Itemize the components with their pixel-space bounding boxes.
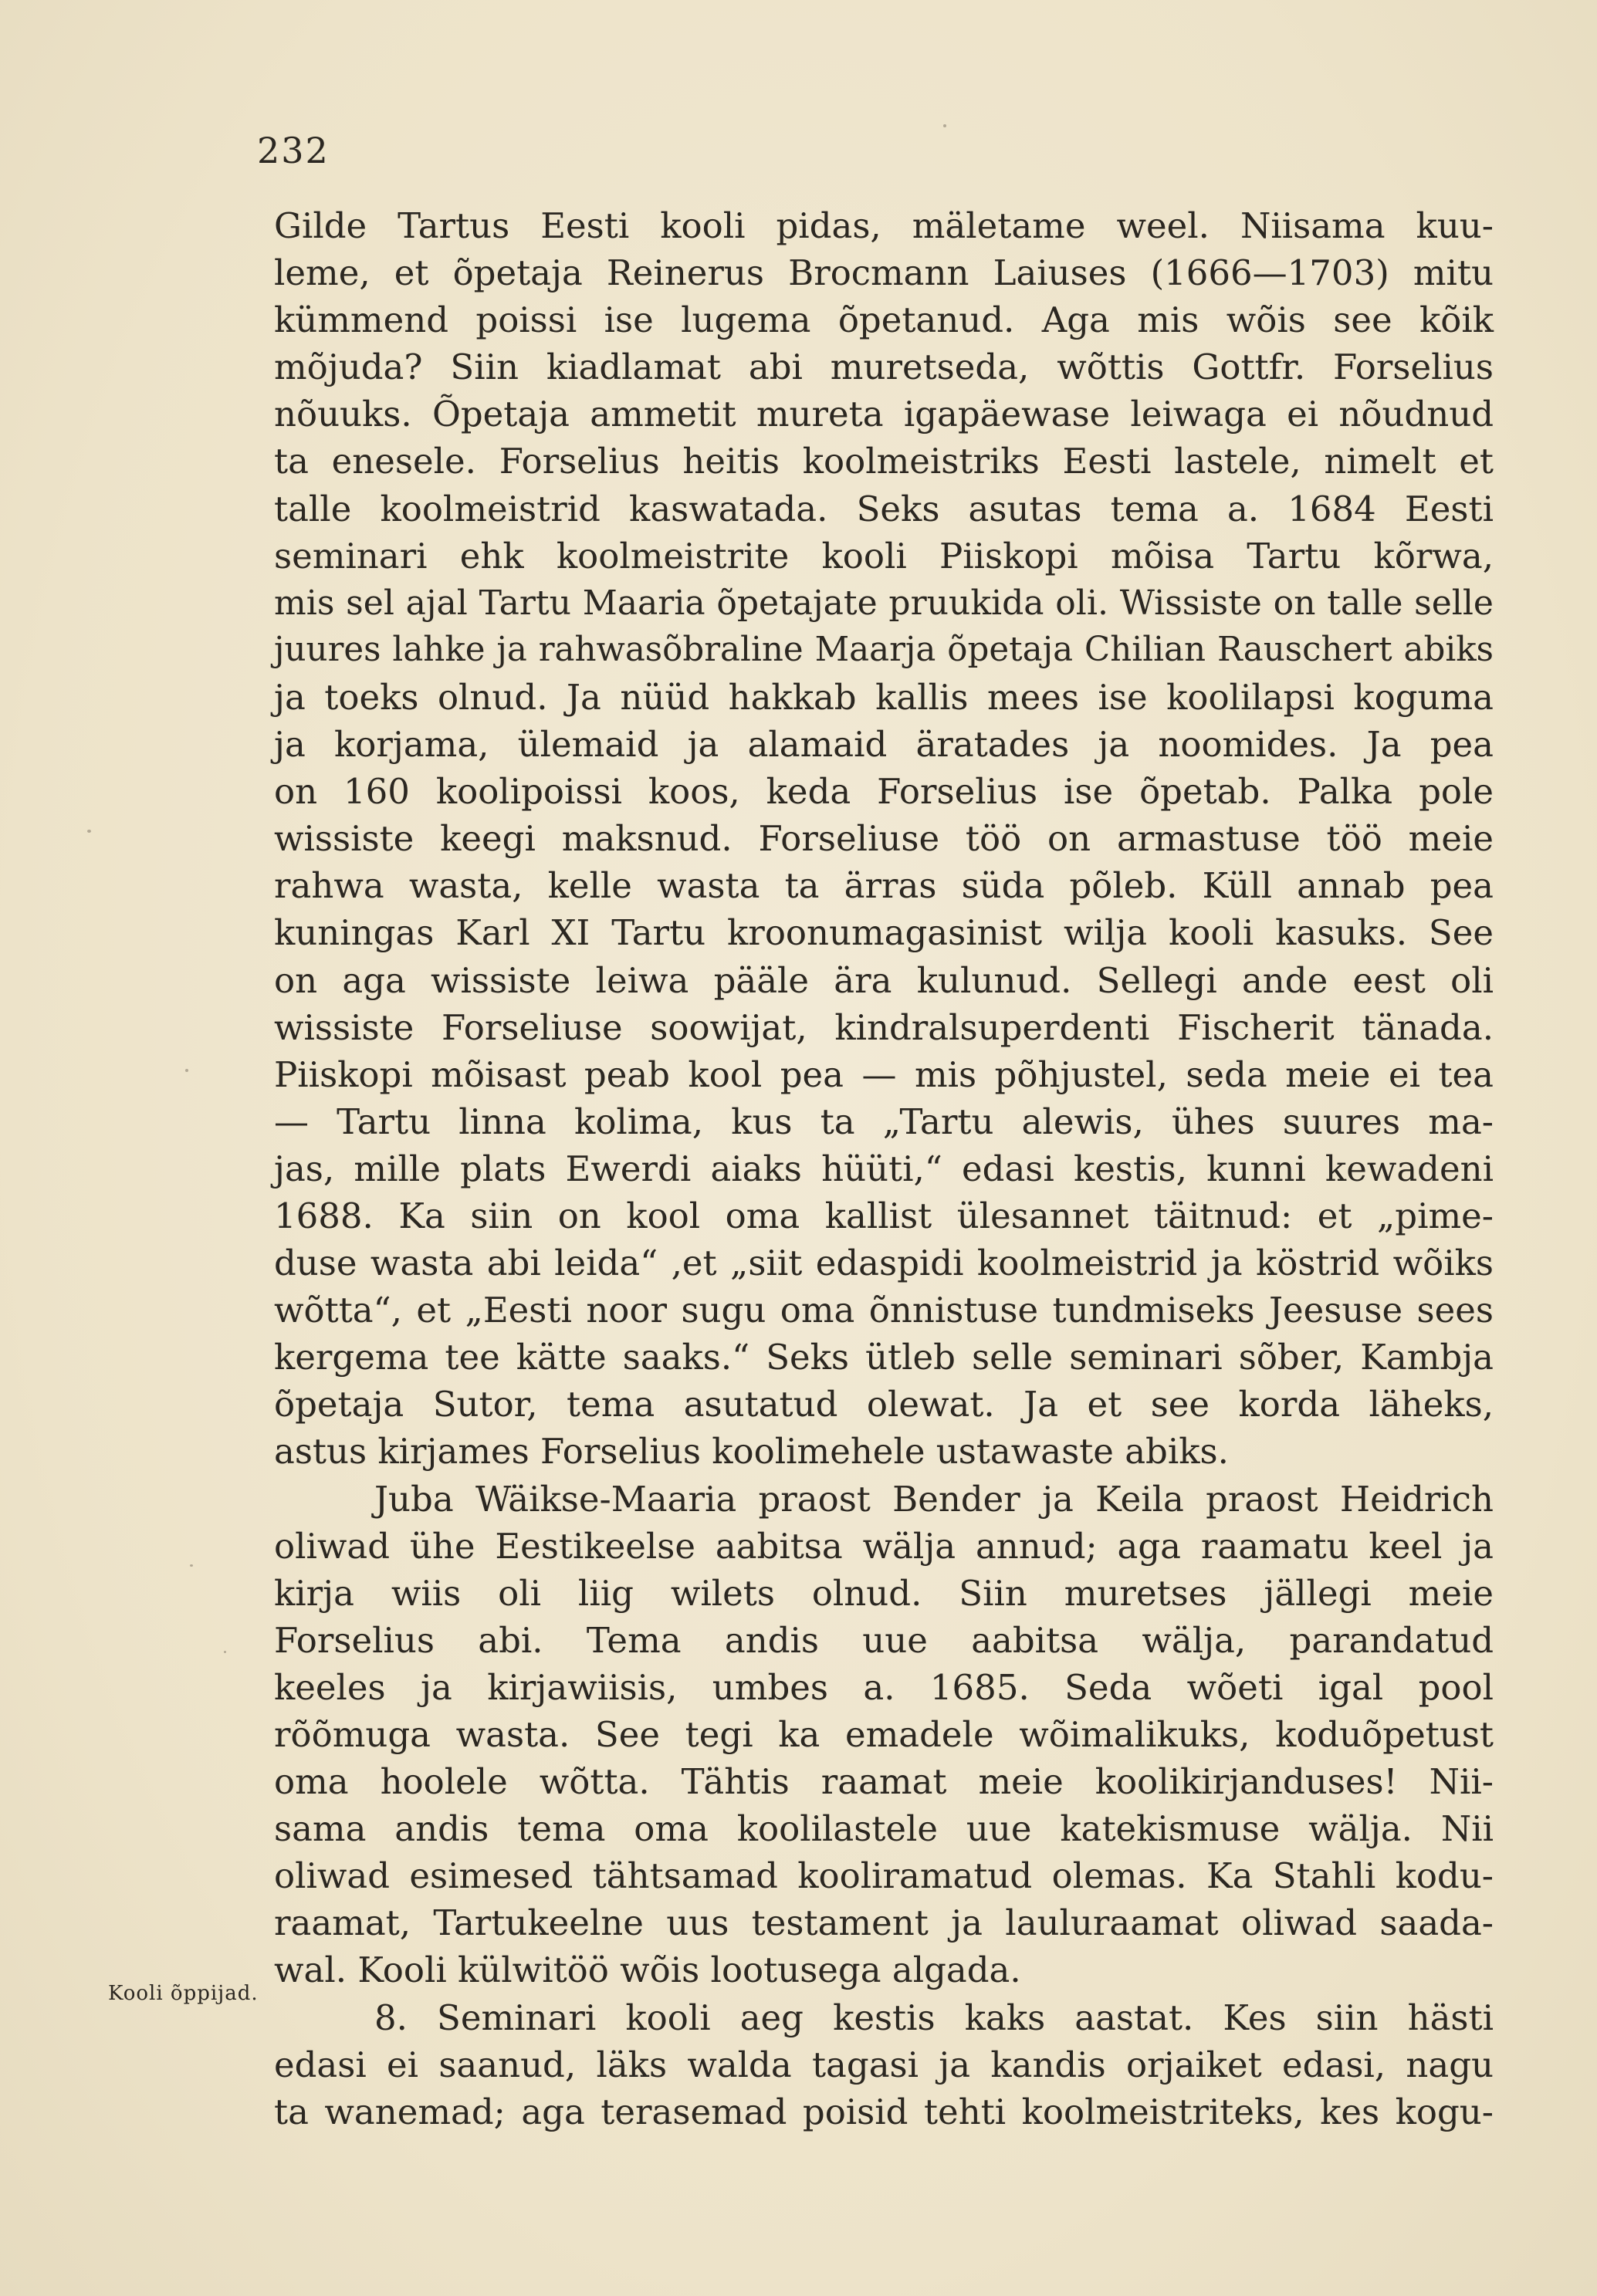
page-number: 232 — [257, 130, 330, 171]
paragraph-start-line: Juba Wäikse-Maaria praost Bender ja Keila praost Heidrich — [374, 1478, 1494, 1520]
text-line: kergema tee kätte saaks.“ Seks ütleb selle seminari sõber, Kambja — [274, 1337, 1494, 1378]
paper-speck — [224, 1651, 226, 1653]
text-line: edasi ei saanud, läks walda tagasi ja kandis orjaiket edasi, nagu — [274, 2044, 1494, 2085]
text-line: sama andis tema oma koolilastele uue katekismuse wälja. Nii — [274, 1808, 1494, 1850]
text-line: raamat, Tartukeelne uus testament ja lauluraamat oliwad saada- — [274, 1902, 1494, 1944]
section-start-line: 8. Seminari kooli aeg kestis kaks aastat. Kes siin hästi — [374, 1997, 1494, 2038]
text-line: wissiste Forseliuse soowijat, kindralsuperdenti Fischerit tänada. — [274, 1006, 1494, 1048]
paper-speck — [943, 124, 946, 127]
text-line: keeles ja kirjawiisis, umbes a. 1685. Seda wõeti igal pool — [274, 1666, 1494, 1708]
paragraph-end-line: wal. Kooli külwitöö wõis lootusega algada. — [274, 1949, 1021, 1991]
text-line: rõõmuga wasta. See tegi ka emadele wõimalikuks, koduõpetust — [274, 1714, 1494, 1755]
text-line: Forselius abi. Tema andis uue aabitsa wälja, parandatud — [274, 1619, 1494, 1661]
text-line: oma hoolele wõtta. Tähtis raamat meie koolikirjanduses! Nii- — [274, 1761, 1494, 1803]
paper-speck — [185, 1069, 188, 1072]
text-line: on aga wissiste leiwa pääle ära kulunud. Sellegi ande eest oli — [274, 959, 1494, 1001]
text-line: oliwad esimesed tähtsamad kooliramatud olemas. Ka Stahli kodu- — [274, 1855, 1494, 1897]
text-line: ja toeks olnud. Ja nüüd hakkab kallis mees ise koolilapsi koguma — [274, 676, 1494, 718]
paper-speck — [87, 830, 91, 833]
text-line: õpetaja Sutor, tema asutatud olewat. Ja et see korda läheks, — [274, 1384, 1494, 1425]
text-line: talle koolmeistrid kaswatada. Seks asutas tema a. 1684 Eesti — [274, 488, 1494, 529]
text-line: wissiste keegi maksnud. Forseliuse töö on armastuse töö meie — [274, 818, 1494, 860]
text-line: oliwad ühe Eestikeelse aabitsa wälja annud; aga raamatu keel ja — [274, 1525, 1494, 1567]
text-line: Gilde Tartus Eesti kooli pidas, mäletame weel. Niisama kuu- — [274, 205, 1494, 246]
text-line: wõtta“, et „Eesti noor sugu oma õnnistuse tundmiseks Jeesuse sees — [274, 1290, 1494, 1331]
text-line: ta enesele. Forselius heitis koolmeistriks Eesti lastele, nimelt et — [274, 441, 1494, 482]
paper-speck — [190, 1564, 193, 1567]
text-line: mis sel ajal Tartu Maaria õpetajate pruukida oli. Wissiste on talle selle — [274, 583, 1494, 623]
text-line: — Tartu linna kolima, kus ta „Tartu alewis, ühes suures ma- — [274, 1101, 1494, 1142]
text-line: kümmend poissi ise lugema õpetanud. Aga mis wõis see kõik — [274, 299, 1494, 341]
text-line: kuningas Karl XI Tartu kroonumagasinist wilja kooli kasuks. See — [274, 912, 1494, 954]
text-line: leme, et õpetaja Reinerus Brocmann Laiuses (1666—1703) mitu — [274, 252, 1494, 294]
paragraph-end-line: astus kirjames Forselius koolimehele ustawaste abiks. — [274, 1431, 1229, 1473]
text-line: mõjuda? Siin kiadlamat abi muretseda, wõttis Gottfr. Forselius — [274, 347, 1494, 388]
body-text — [274, 202, 1494, 2135]
text-line: kirja wiis oli liig wilets olnud. Siin muretses jällegi meie — [274, 1572, 1494, 1614]
margin-note: Kooli õppijad. — [108, 1982, 259, 2005]
text-line: jas, mille plats Ewerdi aiaks hüüti,“ edasi kestis, kunni kewadeni — [274, 1148, 1494, 1189]
text-line: seminari ehk koolmeistrite kooli Piiskopi mõisa Tartu kõrwa, — [274, 535, 1494, 577]
text-line: duse wasta abi leida“ ,et „siit edaspidi koolmeistrid ja köstrid wõiks — [274, 1243, 1494, 1284]
text-line: Piiskopi mõisast peab kool pea — mis põhjustel, seda meie ei tea — [274, 1053, 1494, 1095]
text-line: ja korjama, ülemaid ja alamaid äratades ja noomides. Ja pea — [274, 724, 1494, 766]
text-line: nõuuks. Õpetaja ammetit mureta igapäewase leiwaga ei nõudnud — [274, 394, 1494, 435]
text-line: 1688. Ka siin on kool oma kallist ülesannet täitnud: et „pime- — [274, 1195, 1494, 1236]
text-line: juures lahke ja rahwasõbraline Maarja õpetaja Chilian Rauschert abiks — [274, 630, 1494, 669]
text-line: rahwa wasta, kelle wasta ta ärras süda põleb. Küll annab pea — [274, 865, 1494, 907]
text-line: ta wanemad; aga terasemad poisid tehti koolmeistriteks, kes kogu- — [274, 2091, 1494, 2132]
text-line: on 160 koolipoissi koos, keda Forselius ise õpetab. Palka pole — [274, 771, 1494, 813]
